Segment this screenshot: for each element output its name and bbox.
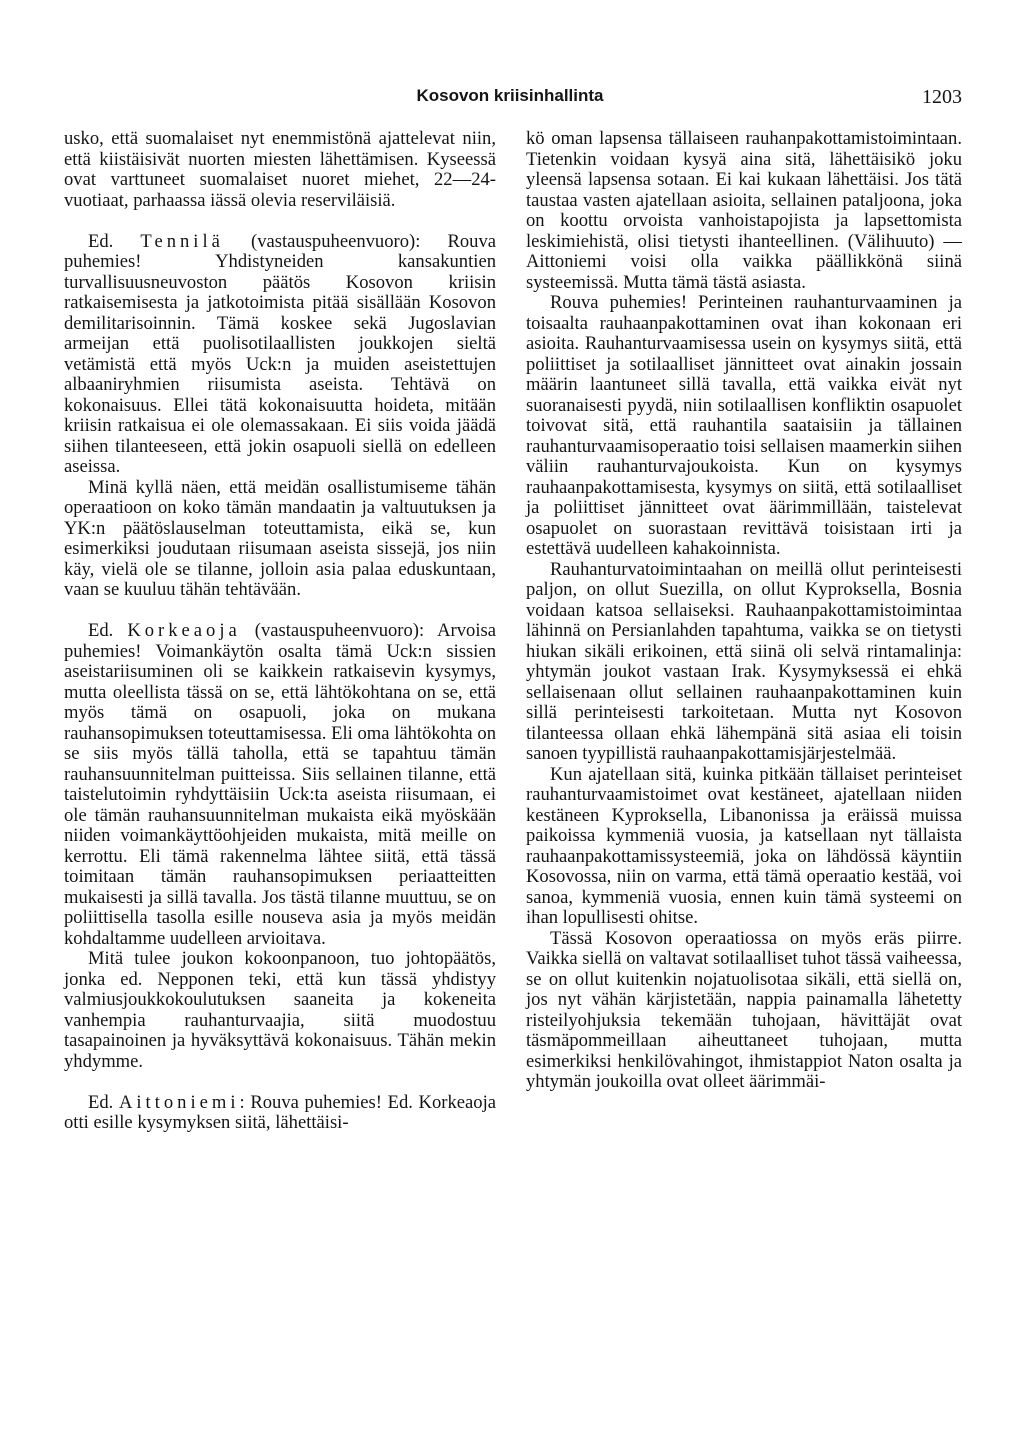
paragraph: Mitä tulee joukon kokoonpanoon, tuo johtopäätös, jonka ed. Nepponen teki, että kun tässä yhdistyy valmiusjoukkokoulutuksen saaneita ja kokeneita vanhempia rauhanturvaajia, siitä muodostuu tasapainoinen ja hyväksyttävä kokonaisuus. Tähän mekin yhdymme. <box>64 948 496 1072</box>
speech-tennila: Ed. Tennilä (vastauspuheenvuoro): Rouva puhemies! Yhdistyneiden kansakuntien turvallisuusneuvoston päätös Kosovon kriisin ratkaisemisesta ja jatkotoimista pitää sisällään Kosovon demilitarisoinnin. Tämä koskee sekä Jugoslavian armeijan että puolisotilaallisten joukkojen sieltä vetämistä että myös Uck:n ja muiden aseistettujen albaaniryhmien riisumista aseista. Tehtävä on kokonaisuus. Ellei tätä kokonaisuutta hoideta, mitään kriisin ratkaisua ei ole olemassakaan. Ei siis voida jäädä siihen tilanteeseen, että jokin osapuoli siellä on edelleen aseissa. <box>64 230 496 477</box>
speaker-prefix: Ed. <box>88 230 114 252</box>
speech-aittoniemi: Ed. Aittoniemi: Rouva puhemies! Ed. Korkeaoja otti esille kysymyksen siitä, lähettäisi- <box>64 1091 496 1133</box>
paragraph: usko, että suomalaiset nyt enemmistönä ajattelevat niin, että kiistäisivät nuorten miesten lähettämisen. Kyseessä ovat varttuneet suomalaiset nuoret miehet, 22—24-vuotiaat, parhaassa iässä olevia reserviläisiä. <box>64 128 496 211</box>
page-number: 1203 <box>922 86 962 108</box>
paragraph: Tässä Kosovon operaatiossa on myös eräs piirre. Vaikka siellä on valtavat sotilaalliset tuhot tässä vaiheessa, se on ollut kuitenkin nojatuolisotaa sikäli, että siellä on, jos nyt vähän kärjistetään, nappia painamalla lähetetty risteilyohjuksia tekemään tuhojaan, hävittäjät ovat täsmäpommeillaan aiheuttaneet tuhojaan, mutta esimerkiksi henkilövahingot, ihmistappiot Naton osalta ja yhtymän joukoilla ovat olleet äärimmäi- <box>526 927 962 1092</box>
speaker-prefix: Ed. <box>88 1091 114 1113</box>
speaker-name: Aittoniemi <box>118 1091 240 1113</box>
paragraph: Rouva puhemies! Perinteinen rauhanturvaaminen ja toisaalta rauhaanpakottaminen ovat ihan kokonaan eri asioita. Rauhanturvaamisessa usein on kysymys siitä, että poliittiset ja sotilaalliset jännitteet ovat ainakin jossain määrin laantuneet sillä tavalla, että vaikka eivät nyt suoranaisesti pyydä, niin sotilaallisen konfliktin osapuolet toivovat sitä, että rauhantila saataisiin ja tällainen rauhanturvaamisoperaatio toisi sellaisen maamerkin siihen väliin rauhanturvajoukoista. Kun on kysymys rauhaanpakottamisesta, kysymys on siitä, että sotilaalliset ja poliittiset jännitteet ovat äärimmillään, taistelevat osapuolet on suorastaan revittävä toisistaan irti ja estettävä uudelleen kahakoinnista. <box>526 292 962 559</box>
header-title: Kosovon kriisinhallinta <box>416 86 604 105</box>
right-column <box>526 129 962 1093</box>
paragraph: Minä kyllä näen, että meidän osallistumiseme tähän operaatioon on koko tämän mandaatin ja valtuutuksen ja YK:n päätöslauselman toteuttamista, eikä se, kun esimerkiksi joudutaan riisumaan aseista sissejä, jos niin käy, vielä ole se tilanne, jolloin asia palaa eduskuntaan, vaan se kuuluu tähän tehtävään. <box>64 476 496 600</box>
speaker-name: Tennilä <box>140 230 224 252</box>
paragraph: Rauhanturvatoimintaahan on meillä ollut perinteisesti paljon, on ollut Suezilla, on ollut Kyproksella, Bosnia voidaan katsoa sellaiseksi. Rauhaanpakottamistoimintaa lähinnä on Persianlahden tapahtuma, vaikka se on tietysti hiukan sikäli erikoinen, että siinä oli selvä rintamalinja: yhtymän joukot vastaan Irak. Kysymyksessä ei ehkä sellaisenaan ollut sellainen rauhaanpakottaminen kuin sillä perinteisesti tarkoitetaan. Mutta nyt Kosovon tilanteessa ollaan ehkä lähempänä sitä asiaa eli toisin sanoen tyypillistä rauhaanpakottamisjärjestelmää. <box>526 558 962 764</box>
speaker-prefix: Ed. <box>88 620 114 641</box>
paragraph: kö oman lapsensa tällaiseen rauhanpakottamistoimintaan. Tietenkin voidaan kysyä aina sitä, lähettäisikö joku yleensä lapsensa sotaan. Ei kai kukaan lähettäisi. Jos tätä taustaa vasten ajatellaan asioita, sellainen pataljoona, joka on koottu orvoista vanhoistapojista ja lapsettomista leskimiehistä, olisi tietysti ihanteellinen. (Välihuuto) — Aittoniemi voisi olla vaikka päällikkönä siinä systeemissä. Mutta tämä tästä asiasta. <box>526 128 962 293</box>
left-column <box>64 129 496 1134</box>
paragraph: Kun ajatellaan sitä, kuinka pitkään tällaiset perinteiset rauhanturvaamistoimet ovat kestäneet, ajatellaan niiden kestäneen Kyproksella, Libanonissa ja eräissä muissa paikoissa kymmeniä vuosia, ja katsellaan nyt tällaista rauhaanpakottamissysteemiä, joka on lähdössä käyntiin Kosovossa, niin on varma, että tämä operaatio kestää, voi sanoa, kymmeniä vuosia, ennen kuin tämä systeemi on ihan lopullisesti ohitse. <box>526 763 962 928</box>
speech-korkeaoja: Ed. Korkeaoja (vastauspuheenvuoro): Arvoisa puhemies! Voimankäytön osalta tämä Uck:n sissien aseistariisuminen oli se kaikkein ratkaisevin kysymys, mutta oleellista tässä on se, että lähtökohtana on se, että myös tämä on osapuoli, joka on mukana rauhansopimuksen toteuttamisessa. Eli oma lähtökohta on se siis myös tällä taholla, että se tapahtuu tämän rauhansuunnitelman puitteissa. Siis sellainen tilanne, että taistelutoimin ryhdyttäisiin Uck:ta aseista riisumaan, ei ole tämän rauhansuunnitelman mukaista eikä myöskään niiden voimankäyttöohjeiden mukaista, mitä meille on kerrottu. Eli tämä rakennelma lähtee siitä, että tässä toimitaan tämän rauhansopimuksen periaatteitten mukaisesti ja sillä tavalla. Jos tästä tilanne muuttuu, se on poliittisella tasolla esille nouseva asia ja myös meidän kohdaltamme uudelleen arvioitava. <box>64 620 496 949</box>
speaker-name: Korkeaoja <box>127 620 241 641</box>
